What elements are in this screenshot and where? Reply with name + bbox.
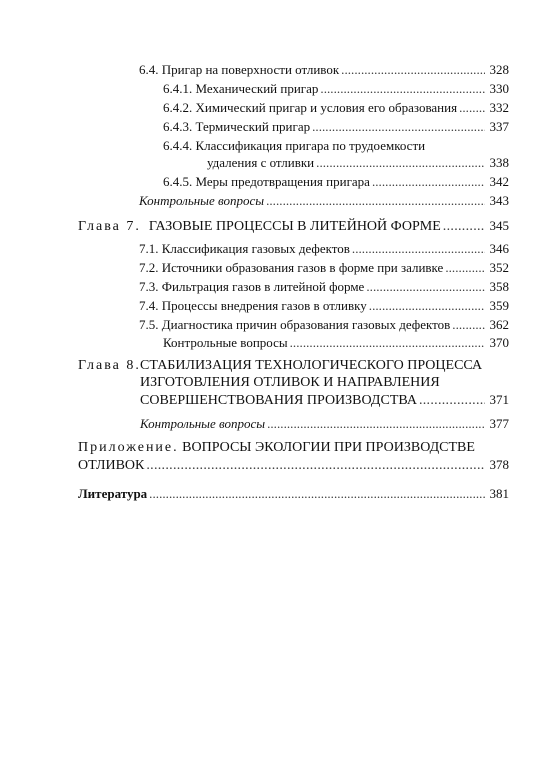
toc-chapter-8-line1[interactable]: СТАБИЛИЗАЦИЯ ТЕХНОЛОГИЧЕСКОГО ПРОЦЕССА [140, 358, 483, 373]
toc-entry-title: Контрольные вопросы [139, 193, 265, 208]
toc-page-number: 338 [489, 155, 509, 170]
toc-chapter-8[interactable] [140, 392, 509, 409]
toc-page-number: 370 [489, 335, 509, 350]
chapter-title: ГАЗОВЫЕ ПРОЦЕССЫ В ЛИТЕЙНОЙ ФОРМЕ [148, 219, 441, 234]
toc-entry-title: 6.4.1. Механический пригар [163, 81, 319, 96]
toc-page-number: 371 [489, 392, 509, 407]
toc-entry-title: 6.4.5. Меры предотвращения пригара [163, 174, 370, 189]
toc-entry-6-4-3[interactable] [163, 119, 509, 135]
dot-leader [267, 416, 485, 432]
toc-entry-title: 7.2. Источники образования газов в форме при заливке [139, 260, 444, 275]
toc-entry-6-4-5[interactable] [163, 174, 509, 190]
toc-literature[interactable] [78, 486, 509, 502]
toc-entry-title: 7.3. Фильтрация газов в литейной форме [139, 279, 365, 294]
dot-leader [445, 260, 485, 276]
toc-page-number: 381 [489, 486, 509, 501]
toc-page-number: 345 [489, 218, 509, 233]
toc-entry-ch8-questions[interactable] [140, 416, 509, 432]
dot-leader [320, 81, 485, 97]
toc-entry-6-4-4[interactable] [207, 155, 509, 171]
chapter-label: Глава 8. [78, 358, 141, 373]
toc-page-number: 346 [489, 241, 509, 256]
toc-page-number: 362 [489, 317, 509, 332]
toc-entry-7-1[interactable] [139, 241, 509, 257]
dot-leader [443, 219, 485, 235]
toc-entry-ch7-questions[interactable] [163, 335, 509, 351]
toc-entry-title: 6.4.3. Термический пригар [163, 119, 311, 134]
dot-leader [290, 335, 485, 351]
toc-entry-title: Контрольные вопросы [140, 416, 266, 431]
toc-appendix-line1[interactable] [78, 440, 475, 456]
toc-page-number: 342 [489, 174, 509, 189]
toc-entry-6-4-4-line1[interactable]: 6.4.4. Классификация пригара по трудоемкости [163, 138, 426, 153]
toc-entry-title: 7.5. Диагностика причин образования газовых дефектов [139, 317, 451, 332]
dot-leader [366, 279, 485, 295]
toc-entry-7-5[interactable] [139, 317, 509, 333]
dot-leader [352, 241, 485, 257]
toc-entry-title: 7.1. Классификация газовых дефектов [139, 241, 350, 256]
toc-entry-ch6-questions[interactable] [139, 193, 509, 209]
toc-entry-7-4[interactable] [139, 298, 509, 314]
toc-page-number: 358 [489, 279, 509, 294]
toc-entry-7-3[interactable] [139, 279, 509, 295]
toc-page-number: 332 [489, 100, 509, 115]
toc-entry-title: удаления с отливки [207, 155, 315, 170]
toc-entry-6-4[interactable] [139, 62, 509, 78]
toc-page-number: 343 [489, 193, 509, 208]
toc-page-number: 330 [489, 81, 509, 96]
dot-leader [452, 317, 485, 333]
toc-entry-title: Контрольные вопросы [163, 335, 288, 350]
toc-entry-title: 7.4. Процессы внедрения газов в отливку [139, 298, 367, 313]
dot-leader [459, 100, 485, 116]
toc-page-number: 378 [489, 457, 509, 472]
appendix-title-line2: ОТЛИВОК [78, 458, 145, 473]
toc-entry-6-4-1[interactable] [163, 81, 509, 97]
toc-page-number: 359 [489, 298, 509, 313]
chapter-title: СОВЕРШЕНСТВОВАНИЯ ПРОИЗВОДСТВА [140, 393, 417, 408]
dot-leader [419, 393, 485, 409]
toc-page-number: 377 [489, 416, 509, 431]
toc-page-number: 337 [489, 119, 509, 134]
dot-leader [266, 193, 485, 209]
toc-entry-7-2[interactable] [139, 260, 509, 276]
appendix-title-line1: ВОПРОСЫ ЭКОЛОГИИ ПРИ ПРОИЗВОДСТВЕ [182, 440, 475, 455]
toc-chapter-7[interactable] [78, 218, 509, 235]
dot-leader [149, 486, 485, 502]
toc-appendix[interactable] [78, 457, 509, 474]
toc-entry-title: Литература [78, 486, 148, 501]
dot-leader [341, 62, 485, 78]
toc-entry-title: 6.4.2. Химический пригар и условия его образования [163, 100, 458, 115]
dot-leader [146, 458, 485, 474]
toc-entry-6-4-2[interactable] [163, 100, 509, 116]
dot-leader [312, 119, 485, 135]
toc-entry-title: 6.4. Пригар на поверхности отливок [139, 62, 340, 77]
toc-page-number: 328 [489, 62, 509, 77]
dot-leader [316, 155, 485, 171]
toc-chapter-8-line2[interactable]: ИЗГОТОВЛЕНИЯ ОТЛИВОК И НАПРАВЛЕНИЯ [140, 375, 440, 390]
chapter-label: Глава 7. [78, 219, 141, 234]
toc-page-number: 352 [489, 260, 509, 275]
dot-leader [369, 298, 485, 314]
appendix-label: Приложение. [78, 440, 179, 455]
dot-leader [372, 174, 485, 190]
